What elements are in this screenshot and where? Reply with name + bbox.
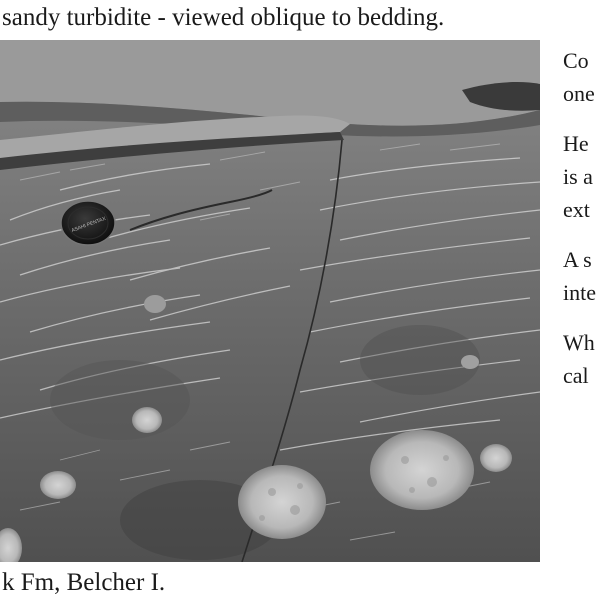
side-line: Co (563, 48, 589, 73)
lens-cap-scale (61, 201, 115, 245)
side-line: one (563, 81, 595, 106)
side-line: ext (563, 197, 590, 222)
side-paragraphs (563, 44, 600, 392)
side-line: inte (563, 280, 596, 305)
side-line: He (563, 131, 589, 156)
side-line: is a (563, 164, 593, 189)
lens-cap-label: ASAHI PENTAX (70, 215, 107, 234)
caption-bottom: k Fm, Belcher I. (2, 569, 166, 596)
side-line: cal (563, 363, 589, 388)
side-line: A s (563, 247, 592, 272)
outcrop-photograph (0, 40, 540, 562)
caption-top: sandy turbidite - viewed oblique to bedding. (2, 4, 445, 31)
side-line: Wh (563, 330, 595, 355)
